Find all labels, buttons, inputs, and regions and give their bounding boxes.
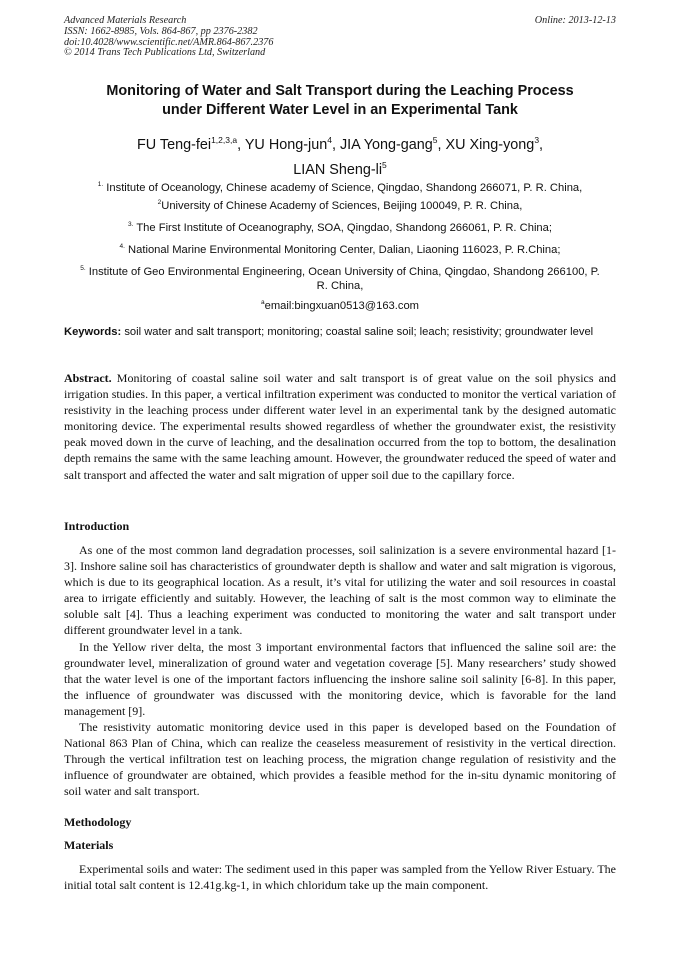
affiliation-text: The First Institute of Oceanography, SOA, Qingdao, Shandong 266061, P. R. China;	[136, 222, 552, 234]
author-name: FU Teng-fei	[136, 137, 212, 153]
keywords-text: soil water and salt transport; monitoring; coastal saline soil; leach; resistivity; groundwater level	[124, 326, 594, 338]
subsection-heading-materials: Materials	[64, 838, 114, 852]
journal-name: Advanced Materials Research	[64, 15, 187, 26]
abstract-text: Monitoring of coastal saline soil water and salt transport is of great value on the soil physics and irrigation studies. In this paper, a vertical infiltration experiment was conducted to monitor the vertical variation of resistivity in the leaching process under different water level in an experimental tank by the designed automatic monitoring device. The experimental results showed regardless of whether the groundwater exist, the resistivity peak moved down in the curve of leaching, and the desalination occurred from the top to bottom, the desalination depth remains the same with the same leaching amount. However, the groundwater reduced the speed of water and salt transport and affected the water and salt migration of upper soil due to the capillary force.	[64, 371, 616, 482]
abstract	[64, 370, 616, 483]
keywords	[64, 325, 616, 340]
title-line-1: Monitoring of Water and Salt Transport during the Leaching Process	[106, 83, 574, 99]
contact-email	[64, 296, 616, 313]
affiliation	[64, 178, 616, 195]
affiliation-number: 3.	[128, 221, 134, 228]
author-separator: ,	[331, 137, 340, 153]
materials-body	[64, 861, 616, 893]
author-list	[64, 131, 616, 180]
affiliation-number: 2	[157, 199, 162, 206]
online-date: Online: 2013-12-13	[534, 15, 616, 26]
author-affiliation-mark: 3	[534, 135, 540, 145]
affiliation	[64, 218, 616, 235]
affiliation-number: 4.	[119, 243, 125, 250]
author-separator: ,	[437, 137, 446, 153]
email-text: email:bingxuan0513@163.com	[264, 300, 420, 312]
publication-info	[64, 16, 444, 59]
doi-line: doi:10.4028/www.scientific.net/AMR.864-867.2376	[64, 36, 274, 48]
affiliation	[64, 262, 616, 293]
keywords-label: Keywords:	[64, 326, 122, 338]
affiliation-number: 1.	[97, 181, 104, 188]
author-separator: ,	[539, 137, 544, 153]
title-line-2: under Different Water Level in an Experimental Tank	[162, 102, 518, 118]
paragraph: As one of the most common land degradation processes, soil salinization is a severe environmental hazard [1-3]. Inshore saline soil has characteristics of groundwater depth is shallow and water and salt migration is vigorous, which is due to its geographical location. As a result, it’s vital for utilizing the water and soil resources in coastal area to irrigate efficiently and suitably. However, the leaching of salt is the most common way to eliminate the soluble salt [4]. Thus a leaching experiment was conducted to monitoring the water and salt transport under different groundwater level in a tank.	[64, 543, 616, 638]
section-heading-methodology: Methodology	[64, 815, 132, 829]
email-mark: a	[260, 299, 265, 306]
paragraph: Experimental soils and water: The sediment used in this paper was sampled from the Yellow River Estuary. The initial total salt content is 12.41g.kg-1, in which chloridum take up the main component.	[64, 862, 616, 893]
affiliation-text: Institute of Geo Environmental Engineering, Ocean University of China, Qingdao, Shandong 266100, P. R. China,	[88, 266, 600, 292]
author-name: LIAN Sheng-li	[293, 161, 383, 178]
author-name: XU Xing-yong	[445, 137, 535, 153]
affiliation-text: National Marine Environmental Monitoring Center, Dalian, Liaoning 116023, P. R.China;	[128, 244, 561, 256]
issn-line: ISSN: 1662-8985, Vols. 864-867, pp 2376-2382	[64, 25, 258, 37]
author-affiliation-mark: 5	[432, 135, 438, 145]
copyright-line: © 2014 Trans Tech Publications Ltd, Switzerland	[64, 47, 266, 59]
paper-title	[64, 82, 616, 120]
author-affiliation-mark: 4	[327, 135, 332, 145]
abstract-label: Abstract.	[64, 371, 112, 385]
affiliation-number: 5.	[80, 265, 86, 272]
paragraph: The resistivity automatic monitoring device used in this paper is developed based on the Foundation of National 863 Plan of China, which can realize the ceaseless measurement of resistivity in the vertical direction. Through the vertical infiltration test on leaching process, the migration change regulation of resistivity and the influence of groundwater are obtained, which provides a feasible method for the in-situ dynamic monitoring of soil water and salt transport.	[64, 720, 616, 799]
affiliation	[64, 196, 616, 213]
introduction-body	[64, 542, 616, 800]
affiliation-text: University of Chinese Academy of Sciences, Beijing 100049, P. R. China,	[161, 200, 523, 212]
affiliation	[64, 240, 616, 257]
affiliation-text: Institute of Oceanology, Chinese academy of Science, Qingdao, Shandong 266071, P. R. China,	[106, 182, 583, 194]
author-name: JIA Yong-gang	[339, 137, 433, 153]
paragraph: In the Yellow river delta, the most 3 important environmental factors that influenced the saline soil are: the groundwater level, mineralization of ground water and vegetation coverage [5]. Many researchers’ study showed that the water level is one of the important factors influencing the inshore saline soil salinity [6-8]. In this paper, the influence of groundwater was discussed with the monitoring device, which is favorable for the land management [9].	[64, 639, 616, 718]
author-name: YU Hong-jun	[244, 137, 328, 153]
author-affiliation-mark: 5	[382, 159, 387, 170]
section-heading-introduction: Introduction	[64, 519, 130, 533]
author-affiliation-mark: 1,2,3,a	[211, 135, 238, 145]
author-separator: ,	[237, 137, 245, 153]
